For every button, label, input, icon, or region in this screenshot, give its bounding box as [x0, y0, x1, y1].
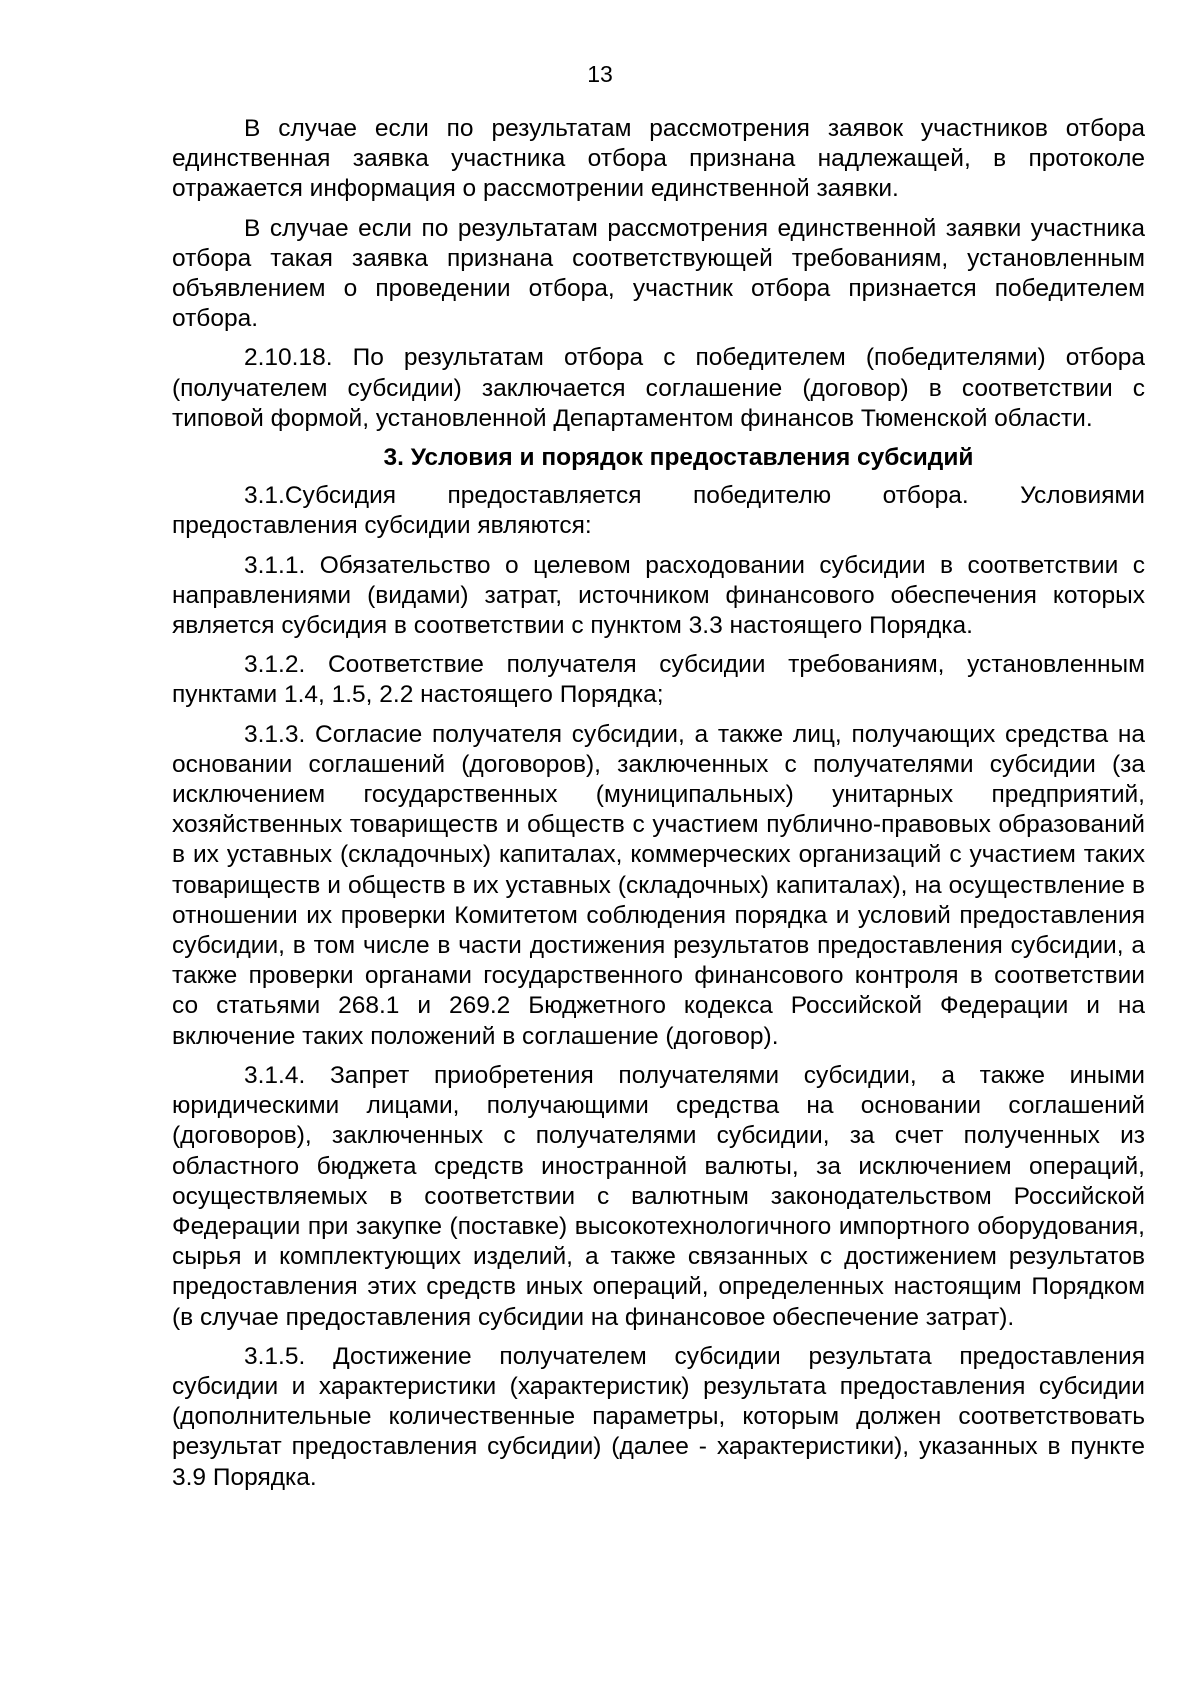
paragraph-3-1-2: 3.1.2. Соответствие получателя субсидии требованиям, установленным пунктами 1.4, 1.5, 2.2 настоящего Порядка; [172, 651, 1145, 709]
document-body [172, 114, 1145, 1502]
paragraph-3-1-5: 3.1.5. Достижение получателем субсидии результата предоставления субсидии и характеристики (характеристик) результата предоставления субсидии (дополнительные количественные параметры, которым должен соответствовать результат предоставления субсидии) (далее - характеристики), указанных в пункте 3.9 Порядка. [172, 1342, 1145, 1491]
paragraph-3-1-3: 3.1.3. Согласие получателя субсидии, а также лиц, получающих средства на основании соглашений (договоров), заключенных с получателями субсидии (за исключением государственных (муниципальных) унитарных предприятий, хозяйственных товариществ и обществ с участием публично-правовых образований в их уставных (складочных) капиталах, коммерческих организаций с участием таких товариществ и обществ в их уставных (складочных) капиталах), на осуществление в отношении их проверки Комитетом соблюдения порядка и условий предоставления субсидии, в том числе в части достижения результатов предоставления субсидии, а также проверки органами государственного финансового контроля в соответствии со статьями 268.1 и 269.2 Бюджетного кодекса Российской Федерации и на включение таких положений в соглашение (договор). [172, 720, 1145, 1050]
paragraph-3-1-4: 3.1.4. Запрет приобретения получателями субсидии, а также иными юридическими лицами, получающими средства на основании соглашений (договоров), заключенных с получателями субсидии, за счет полученных из областного бюджета средств иностранной валюты, за исключением операций, осуществляемых в соответствии с валютным законодательством Российской Федерации при закупке (поставке) высокотехнологичного импортного оборудования, сырья и комплектующих изделий, а также связанных с достижением результатов предоставления этих средств иных операций, определенных настоящим Порядком (в случае предоставления субсидии на финансовое обеспечение затрат). [172, 1061, 1145, 1331]
paragraph-winner-recognition: В случае если по результатам рассмотрения единственной заявки участника отбора такая заявка признана соответствующей требованиям, установленным объявлением о проведении отбора, участник отбора признается победителем отбора. [172, 214, 1145, 333]
page-number: 13 [587, 61, 613, 87]
paragraph-single-application: В случае если по результатам рассмотрения заявок участников отбора единственная заявка участника отбора признана надлежащей, в протоколе отражается информация о рассмотрении единственной заявки. [172, 115, 1145, 203]
section-3-heading: 3. Условия и порядок предоставления субсидий [383, 444, 974, 472]
paragraph-3-1-1: 3.1.1. Обязательство о целевом расходовании субсидии в соответствии с направлениями (видами) затрат, источником финансового обеспечения которых является субсидия в соответствии с пунктом 3.3 настоящего Порядка. [172, 551, 1145, 640]
paragraph-2-10-18: 2.10.18. По результатам отбора с победителем (победителями) отбора (получателем субсидии) заключается соглашение (договор) в соответствии с типовой формой, установленной Департаментом финансов Тюменской области. [172, 344, 1145, 432]
paragraph-3-1: 3.1.Субсидия предоставляется победителю отбора. Условиями предоставления субсидии являются: [172, 482, 1145, 540]
